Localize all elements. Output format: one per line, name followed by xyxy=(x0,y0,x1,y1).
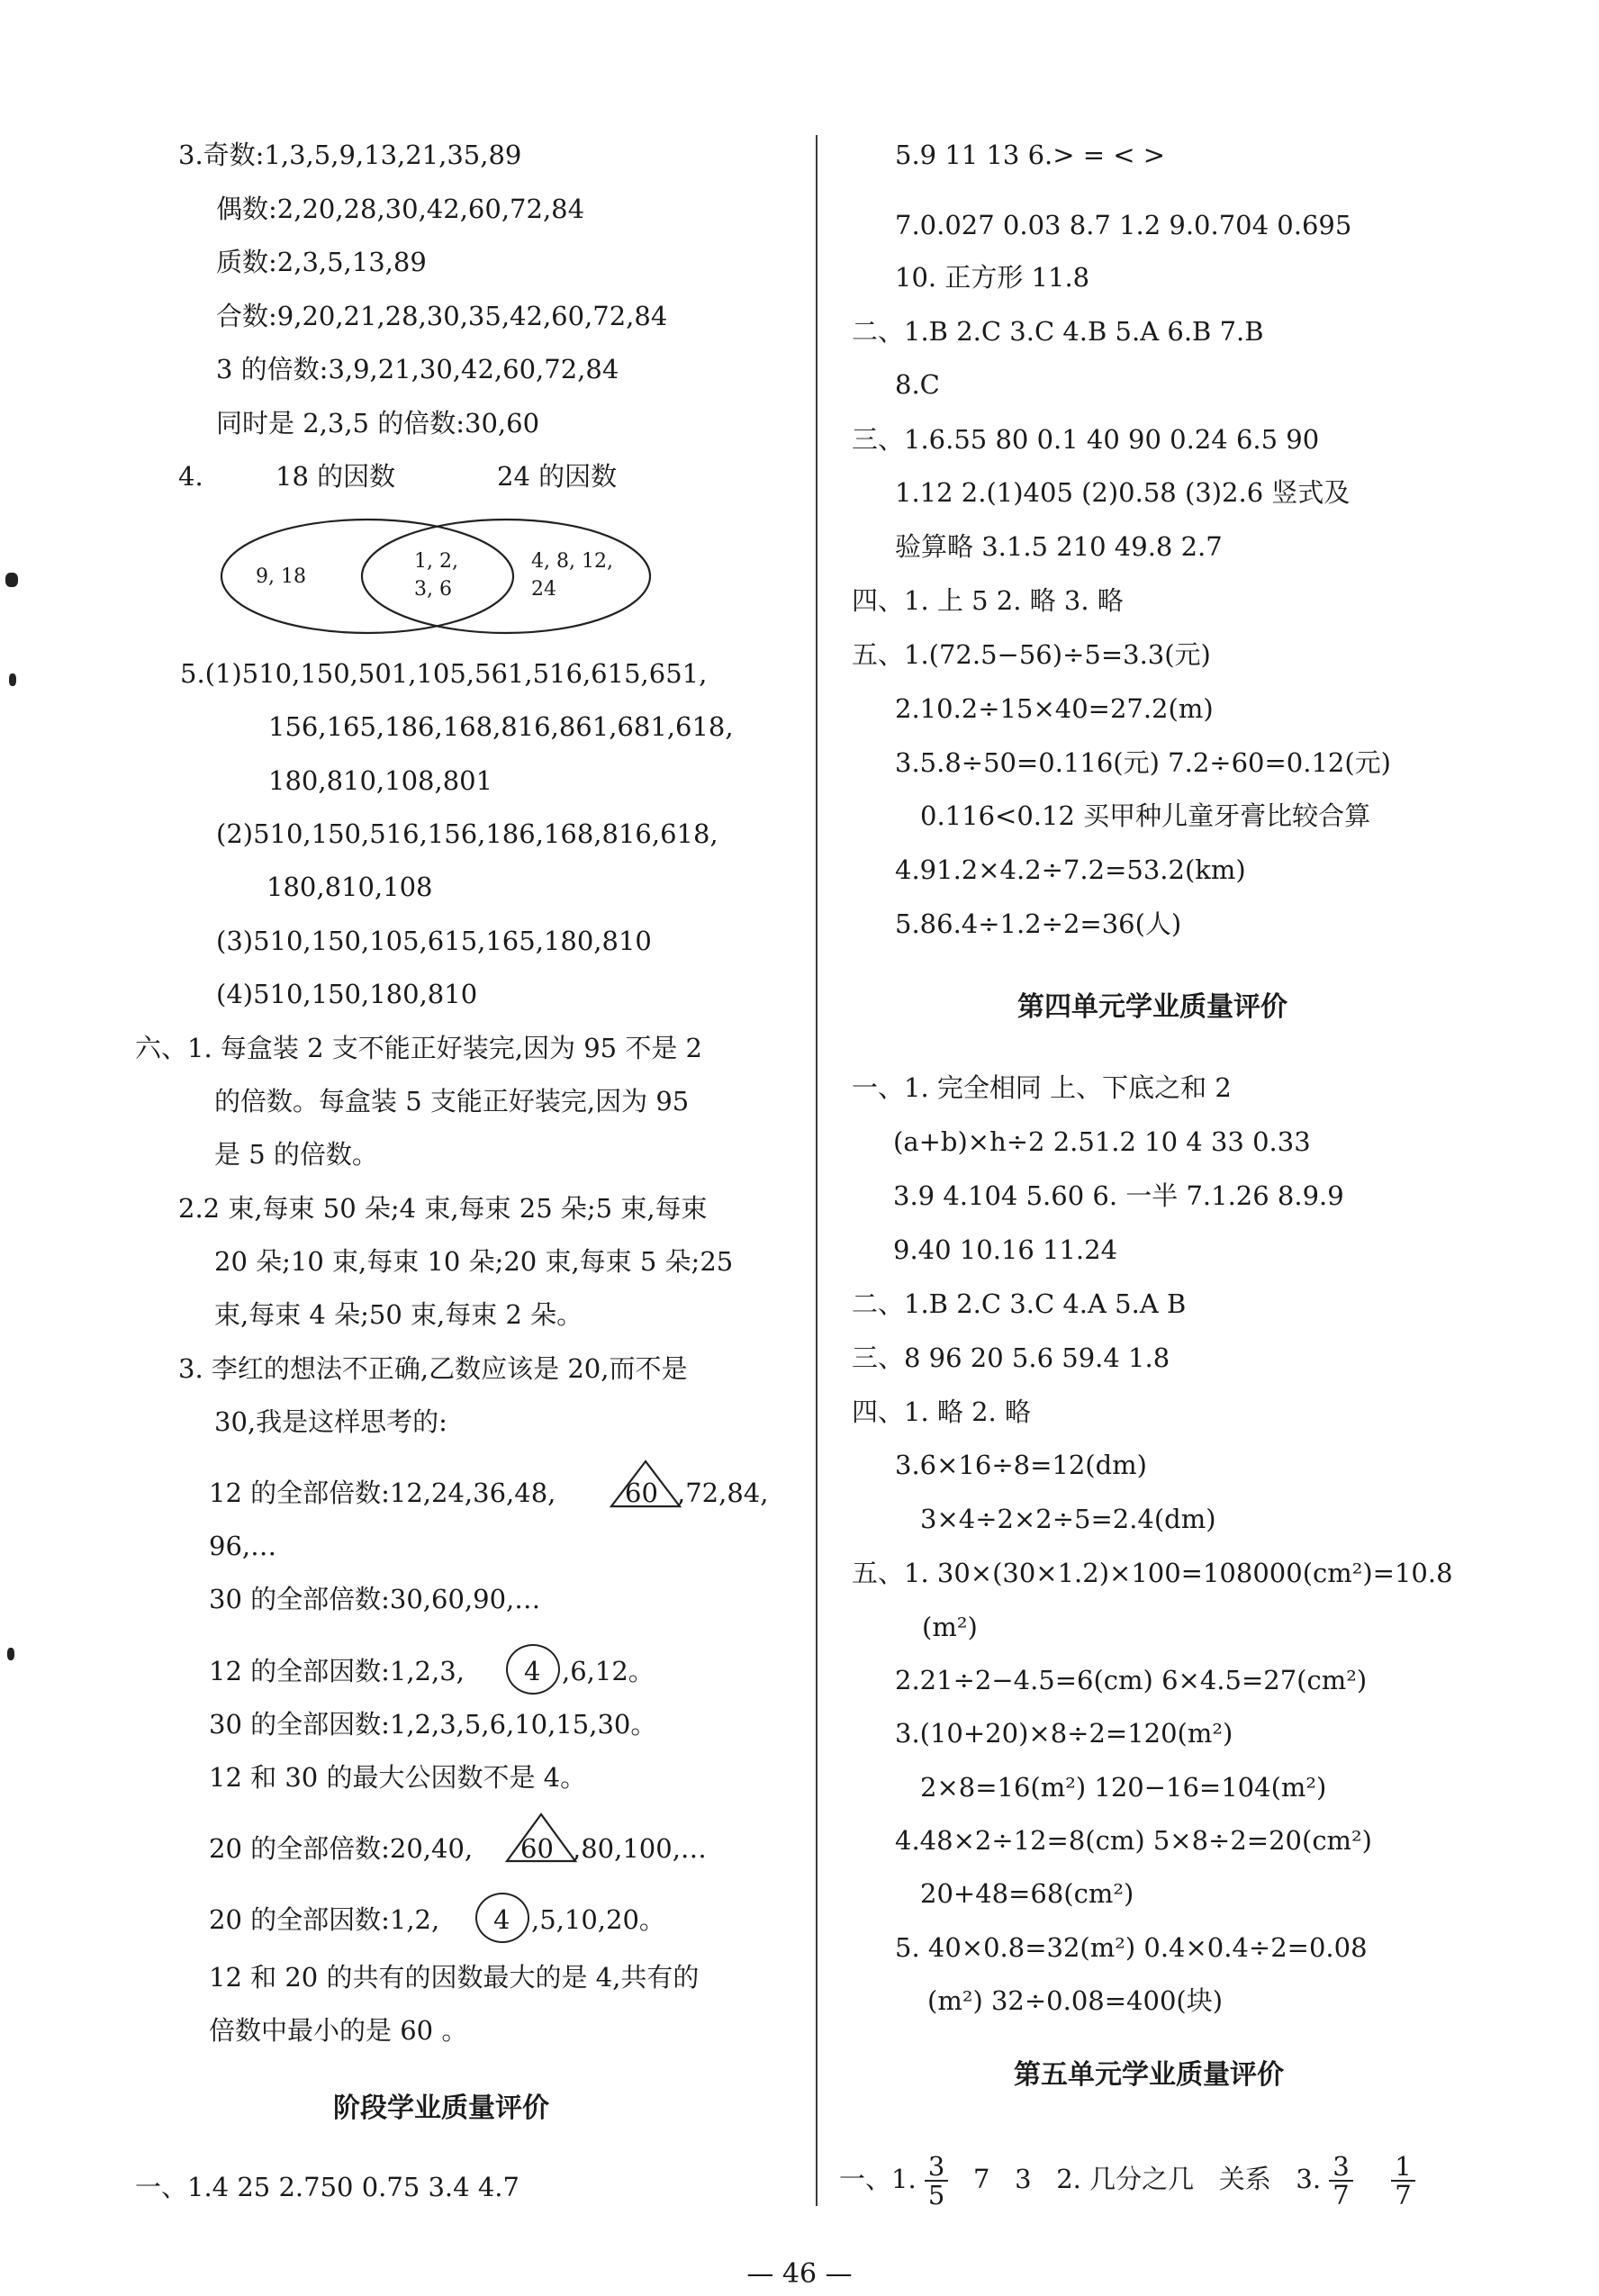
r-line-5: 8.C xyxy=(895,369,940,400)
multiples-20-b: ,80,100,… xyxy=(573,1833,707,1864)
r-line-11: 2.10.2÷15×40=27.2(m) xyxy=(895,693,1214,724)
q5-line-6: (3)510,150,105,615,165,180,810 xyxy=(216,926,652,956)
page-number: — 46 — xyxy=(746,2258,853,2290)
factors-30: 30 的全部因数:1,2,3,5,6,10,15,30。 xyxy=(209,1709,657,1740)
multiples-20-a: 20 的全部倍数:20,40, xyxy=(209,1833,474,1864)
s6-line-4: 2.2 束,每束 50 朵;4 束,每束 25 朵;5 束,每束 xyxy=(178,1193,708,1224)
u-line-10: 五、1. 30×(30×1.2)×100=108000(cm²)=10.8 xyxy=(852,1558,1453,1588)
r-line-7: 1.12 2.(1)405 (2)0.58 (3)2.6 竖式及 xyxy=(895,477,1351,508)
r-line-13: 0.116<0.12 买甲种儿童牙膏比较合算 xyxy=(920,800,1371,831)
composite-numbers: 合数:9,20,21,28,30,35,42,60,72,84 xyxy=(216,301,668,331)
gcd-statement: 12 和 30 的最大公因数不是 4。 xyxy=(209,1762,587,1793)
venn-circle-24 xyxy=(362,520,650,633)
q5-line-4: (2)510,150,516,156,186,168,816,618, xyxy=(216,818,718,849)
section-heading-unit5: 第五单元学业质量评价 xyxy=(1014,2059,1284,2091)
u-line-5: 二、1.B 2.C 3.C 4.A 5.A B xyxy=(852,1288,1187,1319)
u-line-18: (m²) 32÷0.08=400(块) xyxy=(927,1985,1224,2016)
u-line-9: 3×4÷2×2÷5=2.4(dm) xyxy=(920,1504,1216,1534)
unit5-prefix: 一、1. xyxy=(839,2164,917,2194)
r-line-10: 五、1.(72.5−56)÷5=3.3(元) xyxy=(852,639,1211,670)
fraction-denominator: 7 xyxy=(1332,2180,1350,2210)
factors-20-b: ,5,10,20。 xyxy=(531,1904,665,1935)
r-line-6: 三、1.6.55 80 0.1 40 90 0.24 6.5 90 xyxy=(852,424,1320,455)
q5-line-1: 5.(1)510,150,501,105,561,516,615,651, xyxy=(180,658,708,689)
r-line-15: 5.86.4÷1.2÷2=36(人) xyxy=(895,908,1182,939)
fraction-numerator: 1 xyxy=(1391,2153,1414,2182)
s6-line-7: 3. 李红的想法不正确,乙数应该是 20,而不是 xyxy=(178,1353,688,1384)
s6-line-8: 30,我是这样思考的: xyxy=(214,1406,447,1437)
factors-12-a: 12 的全部因数:1,2,3, xyxy=(209,1656,465,1686)
u-line-16: 20+48=68(cm²) xyxy=(920,1878,1134,1909)
venn-right-values-1: 4, 8, 12, xyxy=(531,550,613,573)
multiples-12-c: 96,… xyxy=(209,1531,277,1561)
u-line-14: 2×8=16(m²) 120−16=104(m²) xyxy=(920,1772,1327,1803)
q5-line-5: 180,810,108 xyxy=(266,872,433,902)
odd-numbers: 3.奇数:1,3,5,9,13,21,35,89 xyxy=(178,140,522,170)
fraction-3-5 xyxy=(925,2150,948,2210)
fraction-numerator: 3 xyxy=(925,2153,948,2182)
s6-line-1: 六、1. 每盒装 2 支不能正好装完,因为 95 不是 2 xyxy=(135,1033,703,1063)
u-line-8: 3.6×16÷8=12(dm) xyxy=(895,1450,1147,1480)
r-line-4: 二、1.B 2.C 3.C 4.B 5.A 6.B 7.B xyxy=(852,316,1264,347)
fraction-1-7 xyxy=(1391,2150,1414,2210)
s6-line-5: 20 朵;10 束,每束 10 朵;20 束,每束 5 朵;25 xyxy=(214,1246,734,1277)
r-line-14: 4.91.2×4.2÷7.2=53.2(km) xyxy=(895,854,1246,885)
r-line-9: 四、1. 上 5 2. 略 3. 略 xyxy=(852,585,1124,616)
unit5-middle: 7 3 2. 几分之几 关系 3. xyxy=(956,2164,1322,2194)
fraction-denominator: 5 xyxy=(927,2180,945,2210)
factors-20-marked: 4 xyxy=(493,1904,510,1935)
scan-mark xyxy=(9,673,16,686)
venn-common-values-1: 1, 2, xyxy=(414,550,458,573)
factors-12-b: ,6,12。 xyxy=(562,1656,655,1686)
r-line-3: 10. 正方形 11.8 xyxy=(895,262,1090,293)
r-line-1: 5.9 11 13 6.> = < > xyxy=(895,140,1166,170)
unit5-line-1 xyxy=(839,2143,1415,2215)
u-line-17: 5. 40×0.8=32(m²) 0.4×0.4÷2=0.08 xyxy=(895,1932,1368,1963)
u-line-1: 一、1. 完全相同 上、下底之和 2 xyxy=(852,1072,1232,1103)
q5-line-7: (4)510,150,180,810 xyxy=(216,979,478,1009)
factors-20-a: 20 的全部因数:1,2, xyxy=(209,1904,440,1935)
column-divider xyxy=(816,135,818,2206)
u-line-3: 3.9 4.104 5.60 6. 一半 7.1.26 8.9.9 xyxy=(893,1180,1344,1211)
even-numbers: 偶数:2,20,28,30,42,60,72,84 xyxy=(216,194,585,224)
multiples-12-b: ,72,84, xyxy=(677,1478,769,1508)
u-line-2: (a+b)×h÷2 2.51.2 10 4 33 0.33 xyxy=(893,1126,1311,1157)
multiples-30: 30 的全部倍数:30,60,90,… xyxy=(209,1584,541,1614)
u-line-7: 四、1. 略 2. 略 xyxy=(852,1397,1031,1427)
u-line-13: 3.(10+20)×8÷2=120(m²) xyxy=(895,1718,1233,1749)
r-line-2: 7.0.027 0.03 8.7 1.2 9.0.704 0.695 xyxy=(895,210,1352,240)
conclusion-line-2: 倍数中最小的是 60 。 xyxy=(209,2015,468,2046)
venn-common-values-2: 3, 6 xyxy=(414,578,452,601)
u-line-12: 2.21÷2−4.5=6(cm) 6×4.5=27(cm²) xyxy=(895,1665,1368,1695)
scan-mark xyxy=(7,1648,14,1660)
u-line-6: 三、8 96 20 5.6 59.4 1.8 xyxy=(852,1342,1170,1373)
fraction-3-7 xyxy=(1329,2150,1352,2210)
q5-line-3: 180,810,108,801 xyxy=(268,765,493,796)
u-line-4: 9.40 10.16 11.24 xyxy=(893,1234,1118,1265)
fraction-numerator: 3 xyxy=(1329,2153,1352,2182)
stage-line-1: 一、1.4 25 2.750 0.75 3.4 4.7 xyxy=(135,2172,519,2202)
multiples-of-3: 3 的倍数:3,9,21,30,42,60,72,84 xyxy=(216,354,619,384)
multiples-12-marked: 60 xyxy=(625,1478,658,1508)
prime-numbers: 质数:2,3,5,13,89 xyxy=(216,247,427,277)
s6-line-2: 的倍数。每盒装 5 支能正好装完,因为 95 xyxy=(214,1086,690,1116)
r-line-12: 3.5.8÷50=0.116(元) 7.2÷60=0.12(元) xyxy=(895,747,1391,778)
venn-right-values-2: 24 xyxy=(531,578,556,601)
s6-line-6: 束,每束 4 朵;50 束,每束 2 朵。 xyxy=(214,1299,583,1330)
conclusion-line-1: 12 和 20 的共有的因数最大的是 4,共有的 xyxy=(209,1962,700,1993)
fraction-denominator: 7 xyxy=(1395,2180,1412,2210)
u-line-15: 4.48×2÷12=8(cm) 5×8÷2=20(cm²) xyxy=(895,1825,1373,1856)
r-line-8: 验算略 3.1.5 210 49.8 2.7 xyxy=(895,531,1223,562)
multiples-of-2-3-5: 同时是 2,3,5 的倍数:30,60 xyxy=(216,408,540,438)
scan-mark xyxy=(5,573,18,587)
section-heading-stage: 阶段学业质量评价 xyxy=(333,2093,549,2124)
venn-left-values: 9, 18 xyxy=(256,565,306,588)
factors-12-marked: 4 xyxy=(524,1656,541,1686)
s6-line-3: 是 5 的倍数。 xyxy=(214,1139,378,1170)
u-line-11: (m²) xyxy=(922,1612,978,1642)
section-heading-unit4: 第四单元学业质量评价 xyxy=(1017,991,1287,1023)
q4-number: 4. xyxy=(178,461,203,492)
multiples-12-a: 12 的全部倍数:12,24,36,48, xyxy=(209,1478,556,1508)
multiples-20-marked: 60 xyxy=(520,1833,554,1864)
venn-right-title: 24 的因数 xyxy=(497,461,618,492)
venn-left-title: 18 的因数 xyxy=(276,461,396,492)
q5-line-2: 156,165,186,168,816,861,681,618, xyxy=(268,711,734,742)
